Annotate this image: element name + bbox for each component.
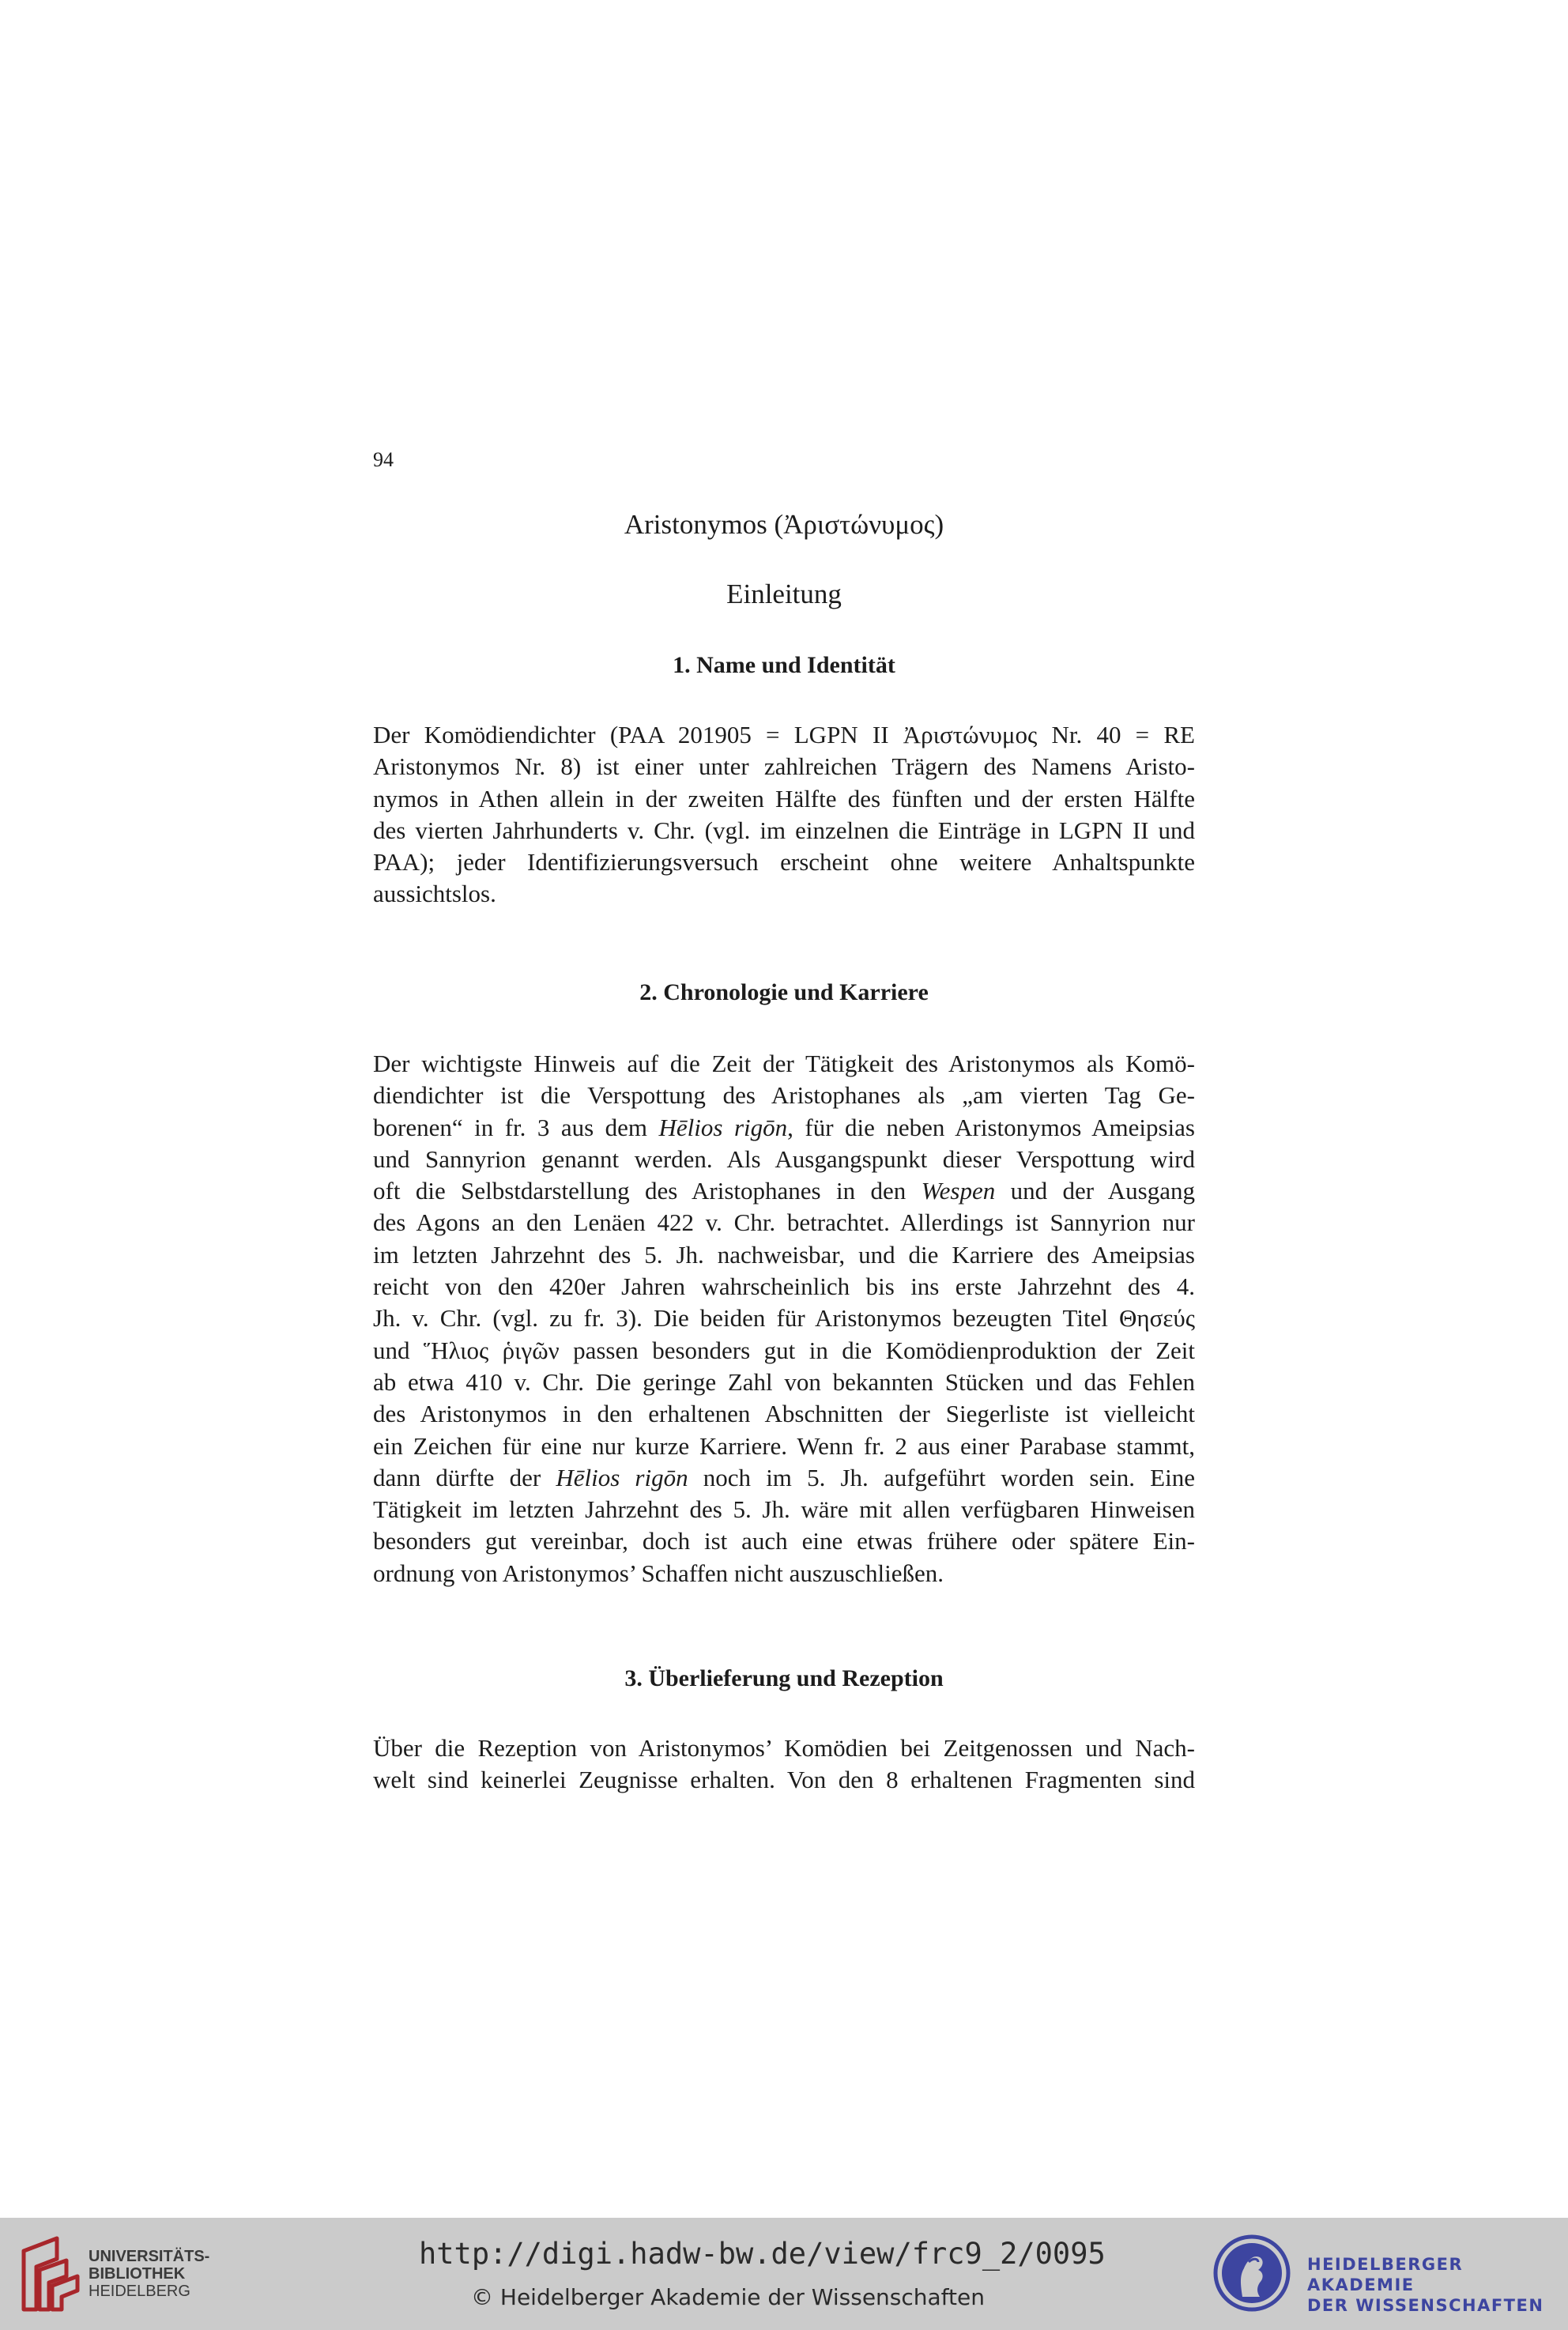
section-2-paragraph xyxy=(373,1048,1195,1589)
text-line: ordnung von Aristonymos’ Schaffen nicht auszuschließen. xyxy=(373,1559,944,1587)
text-line: Jh. v. Chr. (vgl. zu fr. 3). Die beiden für Aristonymos bezeugten Titel Θησεύς xyxy=(373,1304,1195,1333)
text-line: reicht von den 420er Jahren wahrscheinlich bis ins erste Jahrzehnt des 4. xyxy=(373,1272,1195,1301)
text-line: Aristonymos Nr. 8) ist einer unter zahlreichen Trägern des Namens Aristo- xyxy=(373,752,1195,781)
text-line: des Aristonymos in den erhaltenen Abschnitten der Siegerliste ist vielleicht xyxy=(373,1400,1195,1428)
ub-line: UNIVERSITÄTS- xyxy=(89,2248,210,2265)
text-line: des Agons an den Lenäen 422 v. Chr. betrachtet. Allerdings ist Sannyrion nur xyxy=(373,1208,1195,1237)
section-3-paragraph xyxy=(373,1732,1195,1797)
page-title: Aristonymos (Ἀριστώνυμος) xyxy=(624,509,944,540)
text-line: des vierten Jahrhunderts v. Chr. (vgl. im einzelnen die Einträge in LGPN II und xyxy=(373,816,1195,844)
text-line: dann dürfte der Hēlios rigōn noch im 5. Jh. aufgeführt worden sein. Eine xyxy=(373,1463,1195,1491)
text-line: oft die Selbstdarstellung des Aristophanes in den Wespen und der Ausgang xyxy=(373,1177,1195,1205)
copyright-notice: © Heidelberger Akademie der Wissenschaften xyxy=(471,2284,986,2310)
text-line: Tätigkeit im letzten Jahrzehnt des 5. Jh. wäre mit allen verfügbaren Hinweisen xyxy=(373,1495,1195,1524)
section-1-paragraph xyxy=(373,719,1195,911)
page-number: 94 xyxy=(373,448,394,471)
text-line: Über die Rezeption von Aristonymos’ Komödien bei Zeitgenossen und Nach- xyxy=(373,1734,1195,1762)
text-line: aussichtslos. xyxy=(373,880,496,908)
source-url-link[interactable]: http://digi.hadw-bw.de/view/frc9_2/0095 xyxy=(419,2237,1106,2271)
academy-wordmark xyxy=(1307,2254,1568,2316)
section-heading-transmission: 3. Überlieferung und Rezeption xyxy=(624,1665,944,1691)
text-line: nymos in Athen allein in der zweiten Hälfte des fünften und der ersten Hälfte xyxy=(373,784,1195,812)
text-line: ein Zeichen für eine nur kurze Karriere. Wenn fr. 2 aus einer Parabase stammt, xyxy=(373,1431,1195,1460)
ub-line: BIBLIOTHEK xyxy=(89,2265,186,2283)
italic-title: Hēlios rigōn xyxy=(658,1113,788,1141)
footer-bar xyxy=(0,2218,1568,2330)
text-line: Der wichtigste Hinweis auf die Zeit der Tätigkeit des Aristonymos als Komö- xyxy=(373,1050,1195,1077)
text-line: PAA); jeder Identifizierungsversuch erscheint ohne weitere Anhaltspunkte xyxy=(373,848,1195,877)
text-line: im letzten Jahrzehnt des 5. Jh. nachweisbar, und die Karriere des Ameipsias xyxy=(373,1240,1195,1269)
text-line: Der Komödiendichter (PAA 201905 = LGPN II Ἀριστώνυμος Nr. 40 = RE xyxy=(373,721,1195,748)
academy-line: DER WISSENSCHAFTEN xyxy=(1307,2296,1544,2315)
introduction-heading: Einleitung xyxy=(726,579,842,609)
academy-line: HEIDELBERGER AKADEMIE xyxy=(1307,2255,1464,2294)
italic-title: Hēlios rigōn xyxy=(556,1463,688,1491)
text-line: ab etwa 410 v. Chr. Die geringe Zahl von bekannten Stücken und das Fehlen xyxy=(373,1367,1195,1396)
text-line: besonders gut vereinbar, doch ist auch eine etwas frühere oder spätere Ein- xyxy=(373,1527,1195,1555)
section-heading-chronology: 2. Chronologie und Karriere xyxy=(639,979,929,1005)
text-line: und Sannyrion genannt werden. Als Ausgangspunkt dieser Verspottung wird xyxy=(373,1144,1195,1173)
text-line: und Ἥλιος ῥιγῶν passen besonders gut in die Komödienproduktion der Zeit xyxy=(373,1336,1195,1364)
text-line: borenen“ in fr. 3 aus dem Hēlios rigōn, für die neben Aristonymos Ameipsias xyxy=(373,1113,1195,1141)
academy-seal-icon xyxy=(1212,2234,1291,2313)
text-line: welt sind keinerlei Zeugnisse erhalten. Von den 8 erhaltenen Fragmenten sind xyxy=(373,1766,1195,1794)
section-heading-name-identity: 1. Name und Identität xyxy=(673,652,895,678)
text-line: diendichter ist die Verspottung des Aristophanes als „am vierten Tag Ge- xyxy=(373,1081,1195,1110)
ub-line: HEIDELBERG xyxy=(89,2283,190,2300)
italic-title: Wespen xyxy=(921,1177,996,1205)
university-library-wordmark xyxy=(89,2248,209,2300)
university-library-logo-icon xyxy=(17,2235,84,2314)
